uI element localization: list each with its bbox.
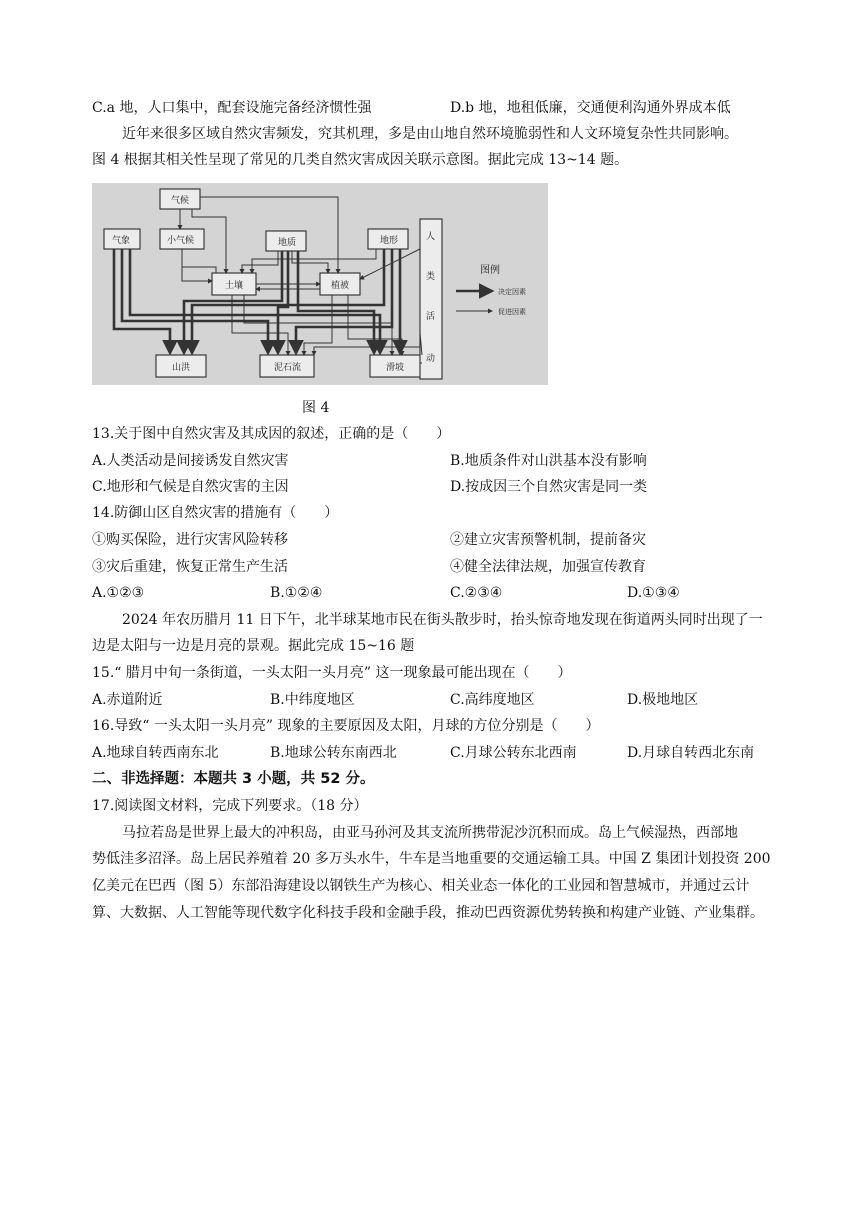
q14-option-c: C.②③④ xyxy=(450,585,503,601)
label-dong: 动 xyxy=(426,354,436,364)
label-nishiliu: 泥石流 xyxy=(274,363,302,373)
q13-option-a: A.人类活动是间接诱发自然灾害 xyxy=(92,453,289,469)
intro-paragraph-line-2: 图 4 根据其相关性呈现了常见的几类自然灾害成因关联示意图。据此完成 13~14 题。 xyxy=(92,152,629,168)
q17-paragraph-line-1: 马拉若岛是世界上最大的冲积岛，由亚马孙河及其支流所携带泥沙沉积而成。岛上气候湿热，西部地 xyxy=(122,825,738,841)
label-qihou: 气候 xyxy=(171,196,190,206)
intro-15-line-2: 边是太阳与一边是月亮的景观。据此完成 15~16 题 xyxy=(92,638,415,654)
q17-paragraph-line-4: 算、大数据、人工智能等现代数字化科技手段和金融手段，推动巴西资源优势转换和构建产业链、产业集群。 xyxy=(92,905,764,921)
q14-statement-1: ①购买保险，进行灾害风险转移 xyxy=(92,532,288,548)
q14-option-b: B.①②④ xyxy=(270,585,323,601)
label-lei: 类 xyxy=(426,272,436,282)
q17-stem: 17.阅读图文材料，完成下列要求。（18 分） xyxy=(92,798,368,814)
label-qixiang: 气象 xyxy=(112,236,131,246)
label-dizhi: 地质 xyxy=(278,238,297,248)
q13-option-b: B.地质条件对山洪基本没有影响 xyxy=(450,453,647,469)
legend-promoting-label: 促进因素 xyxy=(498,308,526,316)
intro-15-line-1: 2024 年农历腊月 11 日下午，北半球某地市民在街头散步时，抬头惊奇地发现在街道两头同时出现了一 xyxy=(122,612,763,628)
q15-option-c: C.高纬度地区 xyxy=(450,692,535,708)
q14-option-a: A.①②③ xyxy=(92,585,145,601)
q14-stem: 14.防御山区自然灾害的措施有（ ） xyxy=(92,505,339,521)
q15-stem: 15.“ 腊月中旬一条街道，一头太阳一头月亮” 这一现象最可能出现在（ ） xyxy=(92,665,572,681)
figure-caption: 图 4 xyxy=(302,400,330,416)
figure-4-svg xyxy=(92,183,548,385)
label-turang: 土壤 xyxy=(225,281,244,291)
q13-option-c: C.地形和气候是自然灾害的主因 xyxy=(92,479,289,495)
figure-legend xyxy=(456,263,526,316)
q16-option-c: C.月球公转东北西南 xyxy=(450,745,577,761)
q15-option-a: A.赤道附近 xyxy=(92,692,163,708)
q14-option-d: D.①③④ xyxy=(627,585,680,601)
label-zhibei: 植被 xyxy=(331,281,350,291)
option-c-q12: C.a 地，人口集中，配套设施完备经济惯性强 xyxy=(92,100,372,116)
q16-option-d: D.月球自转西北东南 xyxy=(627,745,755,761)
option-d-q12: D.b 地，地租低廉，交通便利沟通外界成本低 xyxy=(450,100,731,116)
legend-title: 图例 xyxy=(480,265,500,276)
label-huo: 活 xyxy=(426,312,436,322)
q15-option-d: D.极地地区 xyxy=(627,692,699,708)
section-2-title: 二、非选择题：本题共 3 小题，共 52 分。 xyxy=(92,771,375,787)
q14-statement-2: ②建立灾害预警机制，提前备灾 xyxy=(450,532,646,548)
label-huapo: 滑坡 xyxy=(386,363,405,373)
q14-statement-3: ③灾后重建，恢复正常生产生活 xyxy=(92,559,288,575)
figure-4-diagram xyxy=(92,183,548,385)
label-dixing: 地形 xyxy=(380,236,399,246)
q16-stem: 16.导致“ 一头太阳一头月亮” 现象的主要原因及太阳，月球的方位分别是（ ） xyxy=(92,718,600,734)
q14-statement-4: ④健全法律法规，加强宣传教育 xyxy=(450,559,646,575)
label-ren: 人 xyxy=(426,232,436,242)
q13-stem: 13.关于图中自然灾害及其成因的叙述，正确的是（ ） xyxy=(92,426,451,442)
legend-decisive-label: 决定因素 xyxy=(498,288,526,296)
label-xiaoqihou: 小气候 xyxy=(167,236,195,246)
q17-paragraph-line-2: 势低洼多沼泽。岛上居民养殖着 20 多万头水牛，牛车是当地重要的交通运输工具。中国 Z 集团计划投资 200 xyxy=(92,851,771,867)
q16-option-b: B.地球公转东南西北 xyxy=(270,745,397,761)
q15-option-b: B.中纬度地区 xyxy=(270,692,355,708)
q17-paragraph-line-3: 亿美元在巴西（图 5）东部沿海建设以钢铁生产为核心、相关业态一体化的工业园和智慧城市，并通过云计 xyxy=(92,878,750,894)
q13-option-d: D.按成因三个自然灾害是同一类 xyxy=(450,479,648,495)
intro-paragraph-line-1: 近年来很多区域自然灾害频发，究其机理，多是由山地自然环境脆弱性和人文环境复杂性共同影响。 xyxy=(122,126,738,142)
q16-option-a: A.地球自转西南东北 xyxy=(92,745,219,761)
label-shanhong: 山洪 xyxy=(172,363,191,373)
